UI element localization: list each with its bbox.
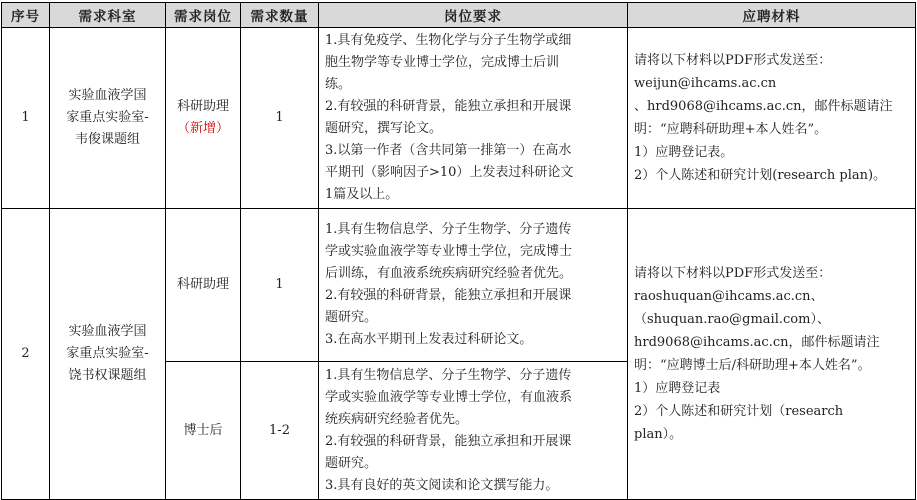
row-index: 2 [2,209,50,500]
row-department [50,28,166,209]
requirement-line: 题研究。 [325,455,378,471]
table-row [2,28,916,209]
department-line: 实验血液学国 [68,324,147,339]
header-position: 需求岗位 [166,3,241,28]
material-line: 明：“应聘博士后/科研助理+本人姓名”。 [634,358,871,373]
header-row [2,3,916,28]
requirement-line: 2.有较强的科研背景，能独立承担和开展课 [325,288,572,303]
department-line: 饶书权课题组 [68,368,147,383]
material-line: 2）个人陈述和研究计划(research plan)。 [634,168,887,183]
requirement-line: 1篇及以上。 [325,187,399,202]
row-count: 1 [241,28,319,209]
requirement-line: 2.有较强的科研背景，能独立承担和开展课 [325,99,572,114]
material-line: 2）个人陈述和研究计划（research [634,404,844,419]
row-position [166,28,241,209]
material-line: 1）应聘登记表。 [634,145,734,160]
requirement-line: 题研究，撰写论文。 [325,121,443,136]
department-line: 韦俊课题组 [74,132,140,147]
requirement-line: 3.具有良好的英文阅读和论文撰写能力。 [325,477,559,493]
row-materials [628,28,916,209]
requirement-line: 1.具有免疫学、生物化学与分子生物学或细 [325,33,572,48]
recruitment-table [1,2,916,500]
header-count: 需求数量 [241,3,319,28]
table-row [2,209,916,362]
header-requirements: 岗位要求 [319,3,628,28]
row-position: 博士后 [166,362,241,500]
row-count: 1-2 [241,362,319,500]
requirement-line: 1.具有生物信息学、分子生物学、分子遗传 [325,222,572,237]
requirement-line: 练。 [325,77,352,92]
requirement-line: 统疾病研究经验者优先。 [325,411,469,427]
department-line: 家重点实验室- [66,110,149,125]
email-link[interactable]: （shuquan.rao@gmail.com）、 [634,312,830,327]
requirement-line: 1.具有生物信息学、分子生物学、分子遗传 [325,367,572,383]
header-index: 序号 [2,3,50,28]
material-line: hrd9068@ihcams.ac.cn，邮件标题请注 [634,335,880,350]
row-position: 科研助理 [166,209,241,362]
department-line: 实验血液学国 [68,88,147,103]
department-line: 家重点实验室- [66,346,149,361]
requirement-line: 题研究。 [325,310,378,325]
row-requirements [319,362,628,500]
row-department [50,209,166,500]
position-new-badge: （新增） [176,121,229,136]
header-department: 需求科室 [50,3,166,28]
row-index: 1 [2,28,50,209]
row-requirements [319,28,628,209]
requirement-line: 3.以第一作者（含共同第一排第一）在高水 [325,143,572,158]
email-link[interactable]: weijun@ihcams.ac.cn [634,76,777,91]
row-materials [628,209,916,500]
requirement-line: 3.在高水平期刊上发表过科研论文。 [325,332,533,347]
requirement-line: 胞生物学等专业博士学位，完成博士后训 [325,55,560,70]
requirement-line: 学或实验血液学等专业博士学位，有血液系 [325,389,573,405]
row-count: 1 [241,209,319,362]
requirement-line: 平期刊（影响因子>10）上发表过科研论文 [325,165,574,180]
email-link[interactable]: raoshuquan@ihcams.ac.cn、 [634,289,824,304]
requirement-line: 学或实验血液学等专业博士学位，完成博士 [325,244,573,259]
requirement-line: 2.有较强的科研背景，能独立承担和开展课 [325,433,572,449]
header-materials: 应聘材料 [628,3,916,28]
row-requirements [319,209,628,362]
material-line: plan）。 [634,427,683,442]
material-line: 明：“应聘科研助理+本人姓名”。 [634,122,828,137]
position-title: 科研助理 [176,99,229,114]
material-line: 1）应聘登记表 [634,381,721,396]
requirement-line: 后训练，有血液系统疾病研究经验者优先。 [325,266,573,281]
material-line: 请将以下材料以PDF形式发送至： [634,53,832,68]
material-line: 请将以下材料以PDF形式发送至： [634,266,832,281]
material-line: 、hrd9068@ihcams.ac.cn，邮件标题请注 [634,99,893,114]
